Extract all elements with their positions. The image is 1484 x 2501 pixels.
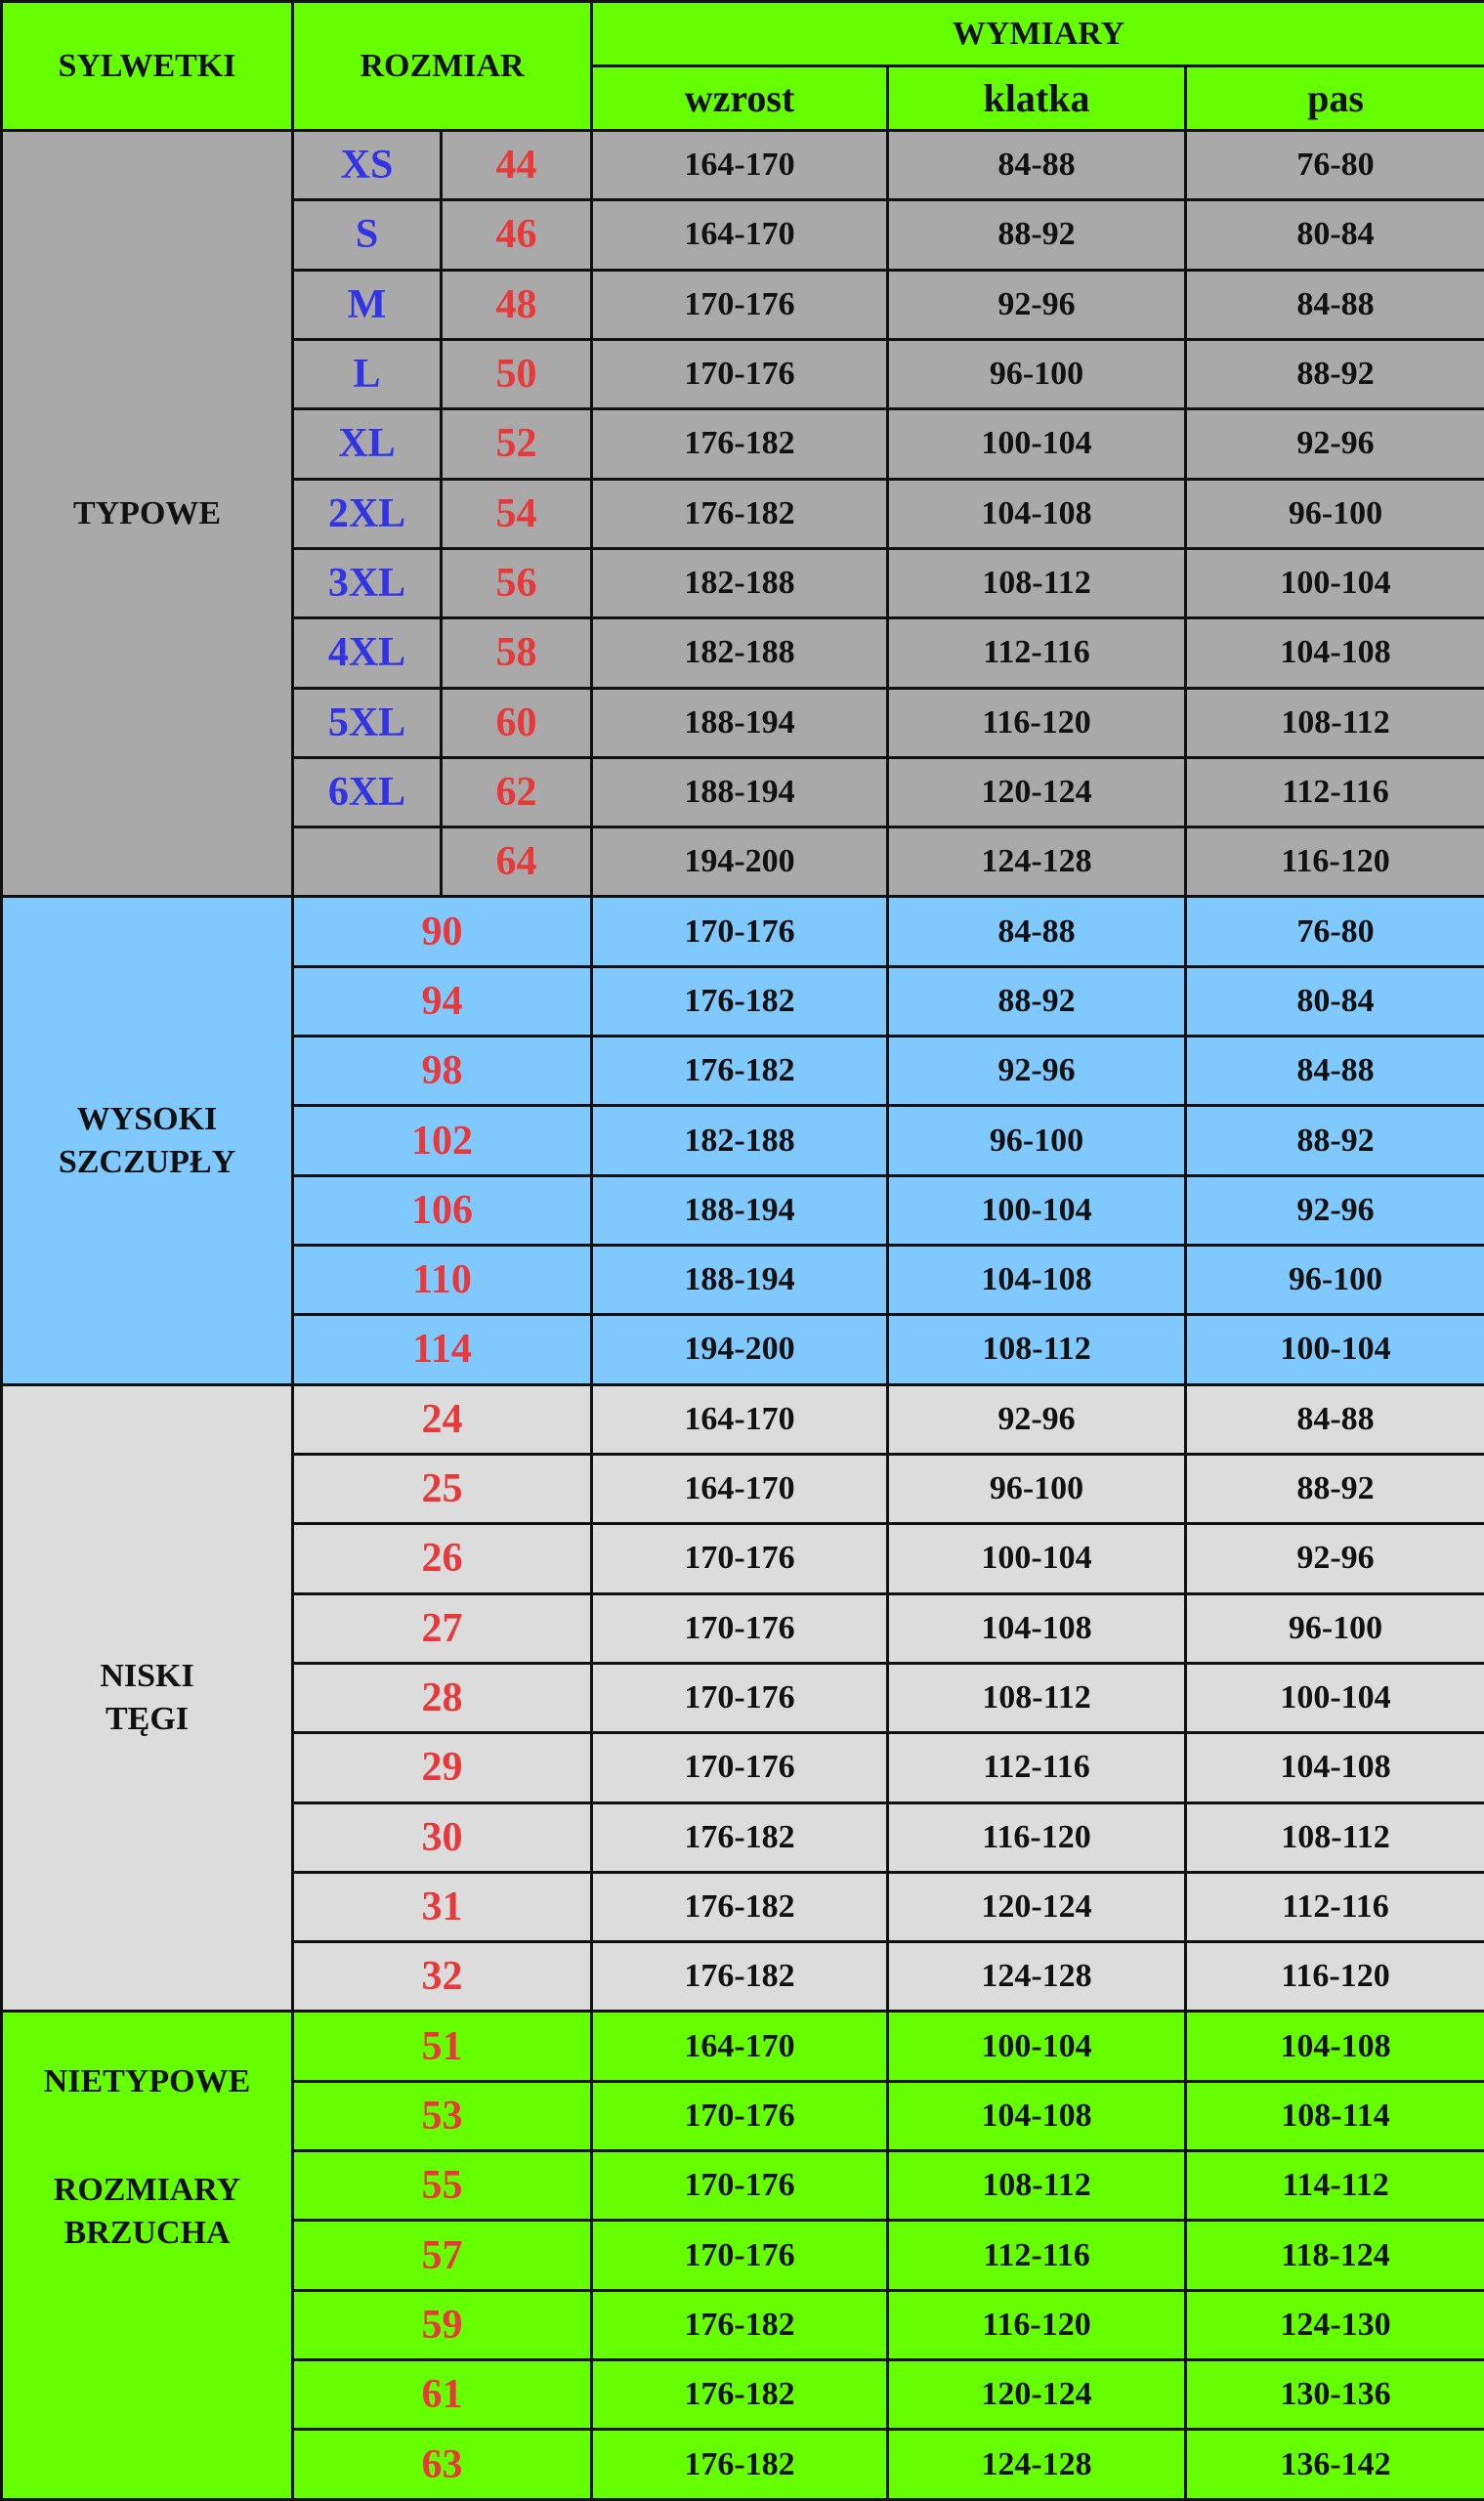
size-number: 59 — [293, 2290, 592, 2359]
table-row — [2, 2151, 1484, 2221]
height-value: 170-176 — [592, 1663, 888, 1732]
height-value: 176-182 — [592, 1037, 888, 1106]
height-value: 164-170 — [592, 1384, 888, 1454]
size-number: 44 — [442, 131, 592, 200]
height-value: 194-200 — [592, 1315, 888, 1384]
size-letter: 3XL — [293, 548, 442, 617]
size-letter — [293, 827, 442, 897]
height-value: 170-176 — [592, 2081, 888, 2150]
height-value: 176-182 — [592, 2430, 888, 2500]
waist-value: 92-96 — [1186, 1524, 1484, 1593]
size-number: 98 — [293, 1037, 592, 1106]
chest-value: 84-88 — [888, 131, 1186, 200]
size-number: 60 — [442, 688, 592, 757]
height-value: 176-182 — [592, 1872, 888, 1941]
height-value: 188-194 — [592, 1246, 888, 1315]
waist-value: 96-100 — [1186, 1246, 1484, 1315]
height-value: 170-176 — [592, 897, 888, 966]
height-value: 170-176 — [592, 2221, 888, 2290]
chest-value: 88-92 — [888, 200, 1186, 270]
height-value: 170-176 — [592, 1593, 888, 1663]
waist-value: 88-92 — [1186, 1454, 1484, 1523]
height-value: 182-188 — [592, 1106, 888, 1175]
chest-value: 100-104 — [888, 409, 1186, 479]
table-row — [2, 131, 1484, 200]
size-number: 27 — [293, 1593, 592, 1663]
chest-value: 108-112 — [888, 2151, 1186, 2221]
waist-value: 130-136 — [1186, 2360, 1484, 2430]
chest-value: 120-124 — [888, 1872, 1186, 1941]
chest-value: 108-112 — [888, 548, 1186, 617]
header-waist: pas — [1186, 66, 1484, 131]
size-number: 55 — [293, 2151, 592, 2221]
height-value: 170-176 — [592, 1733, 888, 1802]
silhouette-wysoki — [2, 897, 293, 1384]
size-number: 53 — [293, 2081, 592, 2150]
height-value: 194-200 — [592, 827, 888, 897]
height-value: 176-182 — [592, 2290, 888, 2359]
size-letter: 6XL — [293, 757, 442, 827]
height-value: 164-170 — [592, 131, 888, 200]
size-number: 24 — [293, 1384, 592, 1454]
chest-value: 84-88 — [888, 897, 1186, 966]
silhouette-label-line: SZCZUPŁY — [58, 1143, 236, 1180]
waist-value: 84-88 — [1186, 270, 1484, 339]
size-letter: XL — [293, 409, 442, 479]
waist-value: 100-104 — [1186, 1663, 1484, 1732]
header-chest: klatka — [888, 66, 1186, 131]
height-value: 170-176 — [592, 339, 888, 408]
size-number: 30 — [293, 1802, 592, 1872]
size-number: 62 — [442, 757, 592, 827]
header-measurements: WYMIARY — [592, 2, 1484, 66]
chest-value: 108-112 — [888, 1663, 1186, 1732]
chest-value: 96-100 — [888, 339, 1186, 408]
chest-value: 92-96 — [888, 1384, 1186, 1454]
waist-value: 80-84 — [1186, 966, 1484, 1036]
table-row — [2, 897, 1484, 966]
size-number: 90 — [293, 897, 592, 966]
table-row — [2, 1384, 1484, 1454]
waist-value: 84-88 — [1186, 1384, 1484, 1454]
waist-value: 80-84 — [1186, 200, 1484, 270]
size-number: 52 — [442, 409, 592, 479]
size-number: 63 — [293, 2430, 592, 2500]
size-number: 31 — [293, 1872, 592, 1941]
waist-value: 112-116 — [1186, 1872, 1484, 1941]
size-letter: XS — [293, 131, 442, 200]
height-value: 188-194 — [592, 757, 888, 827]
size-number: 106 — [293, 1175, 592, 1245]
chest-value: 116-120 — [888, 688, 1186, 757]
size-number: 26 — [293, 1524, 592, 1593]
silhouette-label-line: NIETYPOWE — [43, 2063, 251, 2099]
height-value: 182-188 — [592, 618, 888, 688]
height-value: 170-176 — [592, 1524, 888, 1593]
header-height: wzrost — [592, 66, 888, 131]
waist-value: 108-112 — [1186, 1802, 1484, 1872]
waist-value: 76-80 — [1186, 897, 1484, 966]
chest-value: 120-124 — [888, 2360, 1186, 2430]
waist-value: 118-124 — [1186, 2221, 1484, 2290]
silhouette-label-line: TYPOWE — [72, 494, 222, 531]
waist-value: 104-108 — [1186, 2012, 1484, 2081]
size-number: 57 — [293, 2221, 592, 2290]
chest-value: 96-100 — [888, 1454, 1186, 1523]
waist-value: 88-92 — [1186, 1106, 1484, 1175]
chest-value: 100-104 — [888, 2012, 1186, 2081]
size-number: 56 — [442, 548, 592, 617]
height-value: 164-170 — [592, 1454, 888, 1523]
chest-value: 112-116 — [888, 618, 1186, 688]
silhouette-label-line: TĘGI — [105, 1701, 190, 1738]
size-letter: 4XL — [293, 618, 442, 688]
chest-value: 116-120 — [888, 1802, 1186, 1872]
chest-value: 104-108 — [888, 479, 1186, 548]
waist-value: 96-100 — [1186, 1593, 1484, 1663]
size-letter: 2XL — [293, 479, 442, 548]
silhouette-label-line: ROZMIARY — [53, 2171, 241, 2208]
size-letter: 5XL — [293, 688, 442, 757]
silhouette-label-line: NISKI — [100, 1658, 194, 1695]
waist-value: 84-88 — [1186, 1037, 1484, 1106]
silhouette-label-line: WYSOKI — [76, 1100, 218, 1137]
waist-value: 124-130 — [1186, 2290, 1484, 2359]
waist-value: 76-80 — [1186, 131, 1484, 200]
waist-value: 96-100 — [1186, 479, 1484, 548]
size-number: 58 — [442, 618, 592, 688]
size-number: 102 — [293, 1106, 592, 1175]
chest-value: 116-120 — [888, 2290, 1186, 2359]
header-size: ROZMIAR — [293, 2, 592, 131]
chest-value: 88-92 — [888, 966, 1186, 1036]
height-value: 176-182 — [592, 409, 888, 479]
silhouette-nietyp — [2, 2012, 293, 2151]
silhouette-niski — [2, 1384, 293, 2012]
chest-value: 124-128 — [888, 827, 1186, 897]
height-value: 176-182 — [592, 966, 888, 1036]
waist-value: 92-96 — [1186, 1175, 1484, 1245]
chest-value: 112-116 — [888, 1733, 1186, 1802]
size-number: 114 — [293, 1315, 592, 1384]
chest-value: 92-96 — [888, 270, 1186, 339]
height-value: 188-194 — [592, 1175, 888, 1245]
waist-value: 100-104 — [1186, 548, 1484, 617]
waist-value: 108-112 — [1186, 688, 1484, 757]
size-number: 28 — [293, 1663, 592, 1732]
waist-value: 104-108 — [1186, 1733, 1484, 1802]
chest-value: 100-104 — [888, 1175, 1186, 1245]
size-letter: S — [293, 200, 442, 270]
waist-value: 116-120 — [1186, 827, 1484, 897]
size-letter: M — [293, 270, 442, 339]
size-number: 50 — [442, 339, 592, 408]
header-silhouettes: SYLWETKI — [2, 2, 293, 131]
height-value: 182-188 — [592, 548, 888, 617]
size-number: 94 — [293, 966, 592, 1036]
size-number: 51 — [293, 2012, 592, 2081]
height-value: 188-194 — [592, 688, 888, 757]
height-value: 176-182 — [592, 2360, 888, 2430]
silhouette-brzuch — [2, 2151, 293, 2500]
table-row — [2, 2012, 1484, 2081]
waist-value: 104-108 — [1186, 618, 1484, 688]
chest-value: 112-116 — [888, 2221, 1186, 2290]
height-value: 170-176 — [592, 2151, 888, 2221]
size-number: 61 — [293, 2360, 592, 2430]
size-number: 48 — [442, 270, 592, 339]
waist-value: 92-96 — [1186, 409, 1484, 479]
silhouette-typowe — [2, 131, 293, 897]
chest-value: 104-108 — [888, 1246, 1186, 1315]
chest-value: 124-128 — [888, 2430, 1186, 2500]
size-number: 110 — [293, 1246, 592, 1315]
waist-value: 108-114 — [1186, 2081, 1484, 2150]
height-value: 176-182 — [592, 1802, 888, 1872]
waist-value: 88-92 — [1186, 339, 1484, 408]
size-number: 54 — [442, 479, 592, 548]
height-value: 164-170 — [592, 200, 888, 270]
chest-value: 92-96 — [888, 1037, 1186, 1106]
waist-value: 136-142 — [1186, 2430, 1484, 2500]
chest-value: 96-100 — [888, 1106, 1186, 1175]
size-number: 32 — [293, 1942, 592, 2012]
chest-value: 104-108 — [888, 1593, 1186, 1663]
chest-value: 100-104 — [888, 1524, 1186, 1593]
waist-value: 112-116 — [1186, 757, 1484, 827]
height-value: 176-182 — [592, 479, 888, 548]
chest-value: 124-128 — [888, 1942, 1186, 2012]
waist-value: 100-104 — [1186, 1315, 1484, 1384]
size-letter: L — [293, 339, 442, 408]
silhouette-label-line: BRZUCHA — [64, 2214, 231, 2251]
chest-value: 104-108 — [888, 2081, 1186, 2150]
size-number: 64 — [442, 827, 592, 897]
waist-value: 114-112 — [1186, 2151, 1484, 2221]
height-value: 176-182 — [592, 1942, 888, 2012]
chest-value: 108-112 — [888, 1315, 1186, 1384]
size-number: 29 — [293, 1733, 592, 1802]
height-value: 170-176 — [592, 270, 888, 339]
waist-value: 116-120 — [1186, 1942, 1484, 2012]
size-number: 46 — [442, 200, 592, 270]
size-number: 25 — [293, 1454, 592, 1523]
chest-value: 120-124 — [888, 757, 1186, 827]
height-value: 164-170 — [592, 2012, 888, 2081]
size-chart-body — [2, 131, 1484, 2500]
